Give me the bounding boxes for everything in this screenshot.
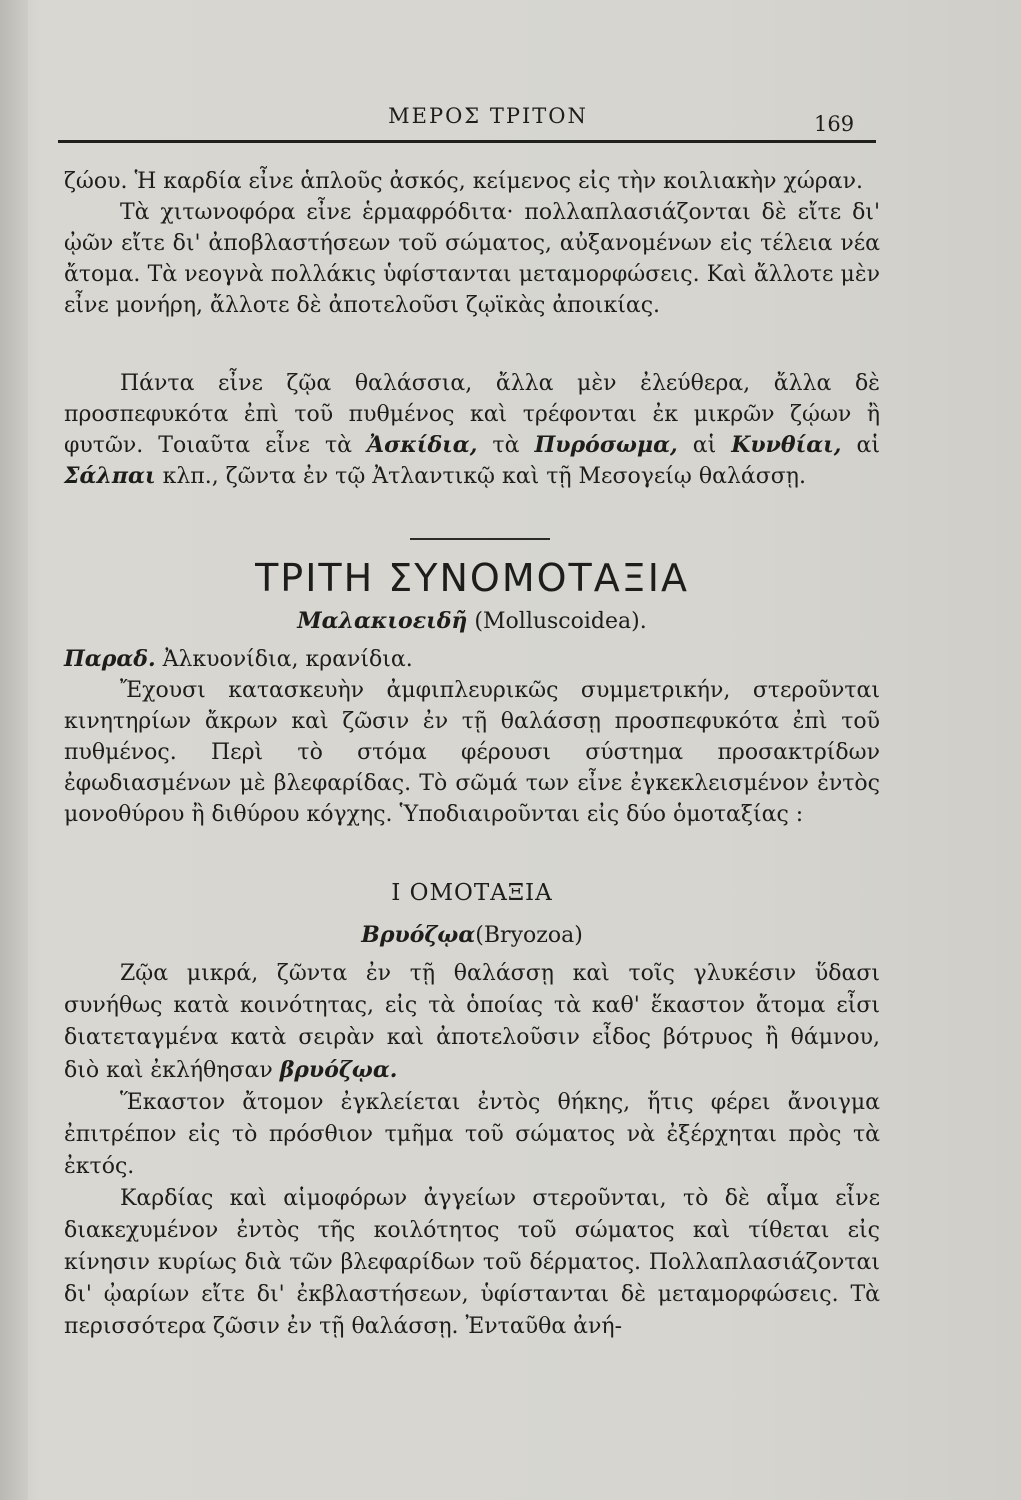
habitat-text: Πάντα εἶνε ζῷα θαλάσσια, ἄλλα μὲν ἐλεύθερα, ἄλλα δὲ προσπεφυκότα ἐπὶ τοῦ πυθμένος καὶ τρέφονται ἐκ μικρῶν ζῴων ἢ φυτῶν. Τοιαῦτα εἶνε τὰ xyxy=(64,371,880,458)
class-description xyxy=(64,644,880,830)
header-rule xyxy=(58,140,876,143)
term-bryozoa: βρυόζῳα. xyxy=(279,1057,398,1083)
order-subtitle xyxy=(64,922,880,948)
order-name-greek: Βρυόζῳα xyxy=(361,922,476,948)
running-title: ΜΕΡΟΣ ΤΡΙΤΟΝ xyxy=(388,104,588,128)
class-description-text: Ἔχουσι κατασκευὴν ἀμφιπλευρικῶς συμμετρικήν, στεροῦνται κινητηρίων ἄκρων καὶ ζῶσιν ἐν τῇ θαλάσσῃ προσπεφυκότα ἐπὶ τοῦ πυθμένος. Περὶ τὸ στόμα φέρουσι σύστημα προσακτρίδων ἐφωδιασμένων μὲ βλεφαρίδας. Τὸ σῶμά των εἶνε ἐγκεκλεισμένον ἐντὸς μονοθύρου ἢ διθύρου κόγχης. Ὑποδιαιροῦνται εἰς δύο ὁμοταξίας : xyxy=(64,678,880,827)
term-cynthiae: Κυνθίαι, xyxy=(731,432,842,458)
paragraph-habitat: Πάντα εἶνε ζῷα θαλάσσια, ἄλλα μὲν ἐλεύθερα, ἄλλα δὲ προσπεφυκότα ἐπὶ τοῦ πυθμένος καὶ τρέφονται ἐκ μικρῶν ζῴων ἢ φυτῶν. Τοιαῦτα εἶνε τὰ Ἀσκίδια, τὰ Πυρόσωμα, αἱ Κυνθίαι, αἱ Σάλπαι κλπ., ζῶντα ἐν τῷ Ἀτλαντικῷ καὶ τῇ Μεσογείῳ θαλάσσῃ. xyxy=(64,371,881,489)
bryozoa-paragraph-3: Καρδίας καὶ αἱμοφόρων ἀγγείων στεροῦνται, τὸ δὲ αἷμα εἶνε διακεχυμένον ἐντὸς τῆς κοιλότητος τοῦ σώματος καὶ τίθεται εἰς κίνησιν κυρίως διὰ τῶν βλεφαρίδων τοῦ δέρματος. Πολλαπλασιάζονται δι' ᾠαρίων εἴτε δι' ἐκβλαστήσεων, ὑφίστανται δὲ μεταμορφώσεις. Τὰ περισσότερα ζῶσιν ἐν τῇ θαλάσσῃ. Ἐνταῦθα ἀνή- xyxy=(64,1186,880,1339)
page-binding-edge xyxy=(0,0,28,1500)
term-pyrosoma: Πυρόσωμα, xyxy=(534,432,678,458)
section-divider xyxy=(410,538,550,540)
term-salpae: Σάλπαι xyxy=(64,463,156,489)
order-description xyxy=(64,958,880,1343)
term-ascidia: Ἀσκίδια, xyxy=(367,432,478,458)
examples-list: Ἀλκυονίδια, κρανίδια. xyxy=(155,647,413,672)
class-title: ΤΡΙΤΗ ΣΥΝΟΜΟΤΑΞΙΑ xyxy=(255,556,689,600)
bryozoa-paragraph-2: Ἕκαστον ἄτομον ἐγκλείεται ἐντὸς θήκης, ἥτις φέρει ἄνοιγμα ἐπιτρέπον εἰς τὸ πρόσθιον τμῆμα τοῦ σώματος νὰ ἐξέρχηται πρὸς τὰ ἐκτός. xyxy=(64,1090,880,1179)
page-number: 169 xyxy=(814,112,855,136)
intro-text xyxy=(64,166,880,321)
order-title: Ι ΟΜΟΤΑΞΙΑ xyxy=(391,880,553,906)
class-name-latin: (Molluscoidea). xyxy=(474,609,647,634)
continuation-line: ζώου. Ἡ καρδία εἶνε ἁπλοῦς ἀσκός, κείμενος εἰς τὴν κοιλιακὴν χώραν. xyxy=(64,169,863,194)
class-name-greek: Μαλακιοειδῆ xyxy=(297,608,468,634)
order-name-latin: (Bryozoa) xyxy=(475,923,583,948)
page-header xyxy=(58,104,878,144)
class-subtitle xyxy=(64,608,880,634)
paragraph-reproduction: Τὰ χιτωνοφόρα εἶνε ἑρμαφρόδιτα· πολλαπλασιάζονται δὲ εἴτε δι' ᾠῶν εἴτε δι' ἀποβλαστήσεων τοῦ σώματος, αὐξανομένων εἰς τέλεια νέα ἄτομα. Τὰ νεογνὰ πολλάκις ὑφίστανται μεταμορφώσεις. Καὶ ἄλλοτε μὲν εἶνε μονήρη, ἄλλοτε δὲ ἀποτελοῦσι ζῳϊκὰς ἀποικίας. xyxy=(64,200,880,318)
bryozoa-paragraph-1: Ζῷα μικρά, ζῶντα ἐν τῇ θαλάσσῃ καὶ τοῖς γλυκέσιν ὕδασι συνήθως κατὰ κοινότητας, εἰς τὰ ὁποίας τὰ καθ' ἕκαστον ἄτομα εἶσι διατεταγμένα κατὰ σειρὰν καὶ ἀποτελοῦσιν εἶδος βότρυος ἢ θάμνου, διὸ καὶ ἐκλήθησαν xyxy=(64,961,880,1083)
examples-label: Παραδ. xyxy=(64,646,156,672)
